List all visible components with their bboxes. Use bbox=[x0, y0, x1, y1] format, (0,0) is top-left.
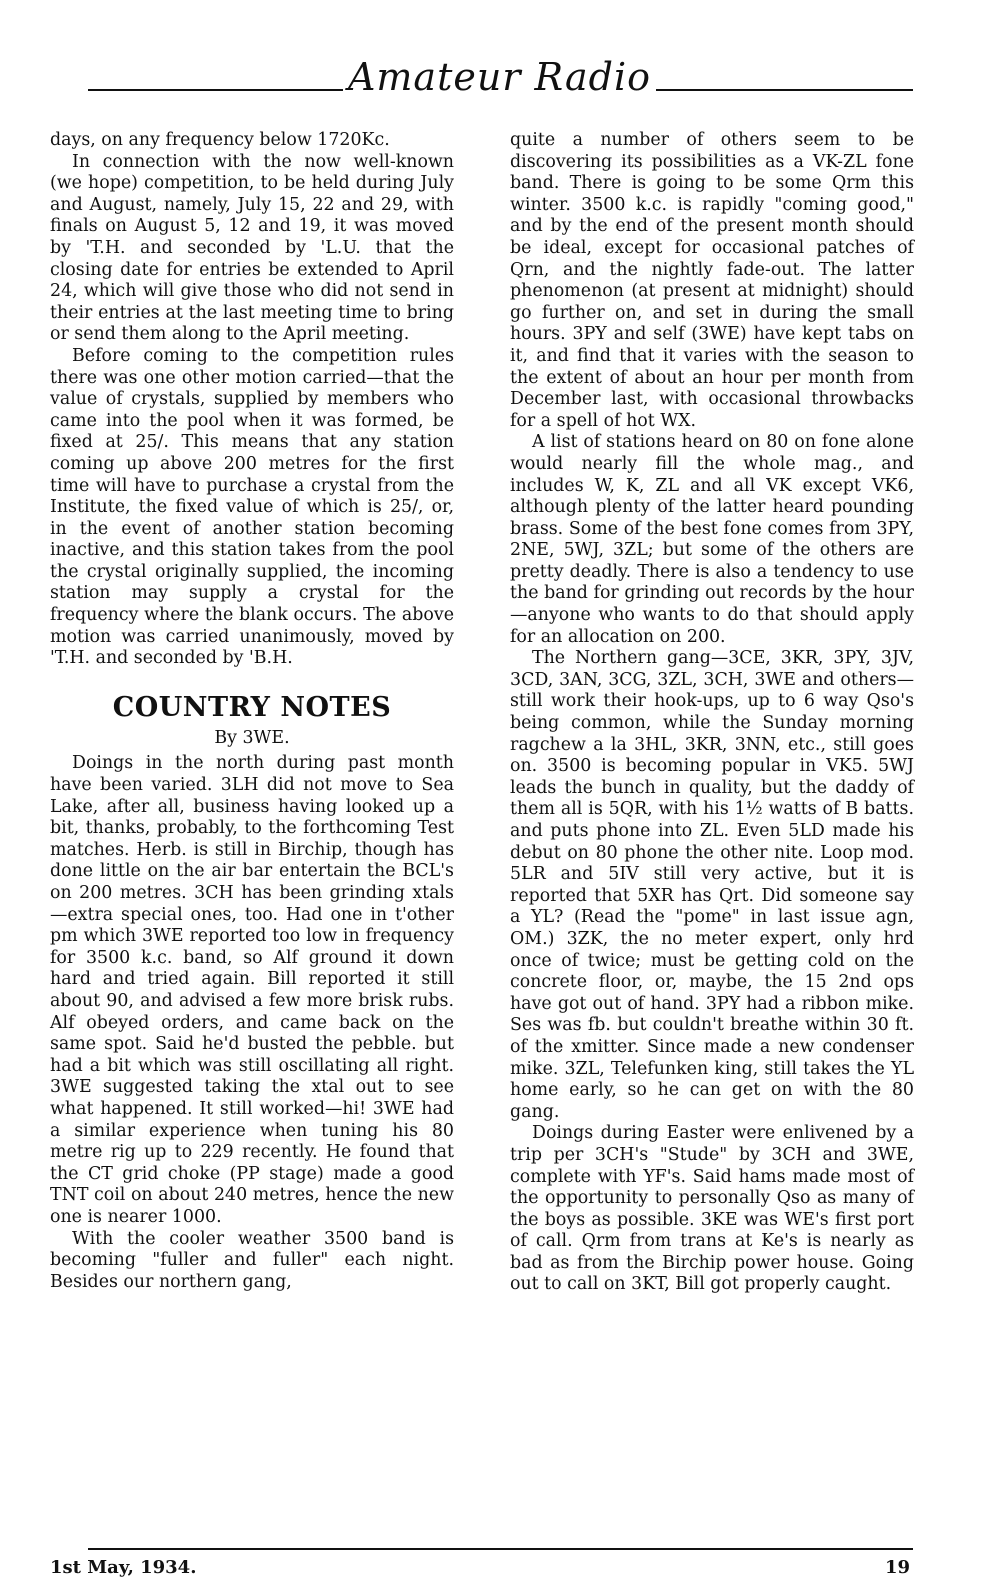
paragraph: days, on any frequency below 1720Kc. bbox=[50, 130, 390, 150]
left-column bbox=[50, 130, 454, 1293]
masthead bbox=[88, 52, 913, 102]
paragraph: Doings during Easter were enlivened by a trip per 3CH's "Stude" by 3CH and 3WE, complete with YF's. Said hams made most of the opportunity to personally Qso as many of the boys as possible. 3KE was WE's first port of call. Qrm from trans at Ke's is nearly as bad as from the Birchip power house. Going out to call on 3KT, Bill got properly caught. bbox=[510, 1123, 914, 1295]
paragraph: In connection with the now well-known (we hope) competition, to be held during July and August, namely, July 15, 22 and 29, with finals on August 5, 12 and 19, it was moved by 'T.H. and seconded by 'L.U. that the closing date for entries be extended to April 24, which will give those who did not send in their entries at the last meeting time to bring or send them along to the April meeting. bbox=[50, 151, 454, 345]
paragraph: A list of stations heard on 80 on fone alone would nearly fill the whole mag., and includes W, K, ZL and all VK except VK6, although plenty of the latter heard pounding brass. Some of the best fone comes from 3PY, 2NE, 5WJ, 3ZL; but some of the others are pretty deadly. There is also a tendency to use the band for grinding out records by the hour—anyone who wants to do that should apply for an allocation on 200. bbox=[510, 432, 914, 647]
footer-date: 1st May, 1934. bbox=[50, 1557, 197, 1578]
paragraph: With the cooler weather 3500 band is becoming "fuller and fuller" each night. Besides our northern gang, bbox=[50, 1228, 454, 1292]
masthead-rule-left bbox=[88, 89, 343, 91]
masthead-title: Amateur Radio bbox=[347, 55, 652, 99]
paragraph: The Northern gang—3CE, 3KR, 3PY, 3JV, 3CD, 3AN, 3CG, 3ZL, 3CH, 3WE and others—still work their hook-ups, up to 6 way Qso's being common, while the Sunday morning ragchew a la 3HL, 3KR, 3NN, etc., still goes on. 3500 is becoming popular in VK5. 5WJ leads the bunch in quality, but the daddy of them all is 5QR, with his 1½ watts of B batts. and puts phone into ZL. Even 5LD made his debut on 80 phone the other nite. Loop mod. 5LR and 5IV still very active, but it is reported that 5XR has Qrt. Did someone say a YL? (Read the "pome" in last issue agn, OM.) 3ZK, the no meter expert, only hrd once of twice; must be getting cold on the concrete floor, or, maybe, the 15 2nd ops have got out of hand. 3PY had a ribbon mike. Ses was fb. but couldn't breathe within 30 ft. of the xmitter. Since made a new condenser mike. 3ZL, Telefunken king, still takes the YL home early, so he can get on with the 80 gang. bbox=[510, 648, 914, 1122]
paragraph: Doings in the north during past month have been varied. 3LH did not move to Sea Lake, after all, business having looked up a bit, thanks, probably, to the forthcoming Test matches. Herb. is still in Birchip, though has done little on the air bar entertain the BCL's on 200 metres. 3CH has been grinding xtals—extra special ones, too. Had one in t'other pm which 3WE reported too low in frequency for 3500 k.c. band, so Alf ground it down hard and tried again. Bill reported it still about 90, and advised a few more brisk rubs. Alf obeyed orders, and came back on the same spot. Said he'd busted the pebble. but had a bit which was still oscillating all right. 3WE suggested taking the xtal out to see what happened. It still worked—hi! 3WE had a similar experience when tuning his 80 metre rig up to 229 recently. He found that the CT grid choke (PP stage) made a good TNT coil on about 240 metres, hence the new one is nearer 1000. bbox=[50, 753, 454, 1227]
section-heading: COUNTRY NOTES bbox=[112, 691, 392, 723]
masthead-rule-right bbox=[656, 89, 913, 91]
right-column bbox=[510, 130, 914, 1296]
byline: By 3WE. bbox=[214, 727, 290, 748]
footer-rule bbox=[88, 1548, 913, 1550]
page-number: 19 bbox=[884, 1557, 910, 1578]
paragraph: quite a number of others seem to be discovering its possibilities as a VK-ZL fone band. There is going to be some Qrm this winter. 3500 k.c. is rapidly "coming good," and by the end of the present month should be ideal, except for occasional patches of Qrn, and the nightly fade-out. The latter phenomenon (at present at midnight) should go further on, and set in during the small hours. 3PY and self (3WE) have kept tabs on it, and find that it varies with the season to the extent of about an hour per month from December last, with occasional throwbacks for a spell of hot WX. bbox=[510, 130, 914, 431]
paragraph: Before coming to the competition rules there was one other motion carried—that the value of crystals, supplied by members who came into the pool when it was formed, be fixed at 25/. This means that any station coming up above 200 metres for the first time will have to purchase a crystal from the Institute, the fixed value of which is 25/, or, in the event of another station becoming inactive, and this station takes from the pool the crystal originally supplied, the incoming station may supply a crystal for the frequency where the blank occurs. The above motion was carried unanimously, moved by 'T.H. and seconded by 'B.H. bbox=[50, 345, 454, 669]
